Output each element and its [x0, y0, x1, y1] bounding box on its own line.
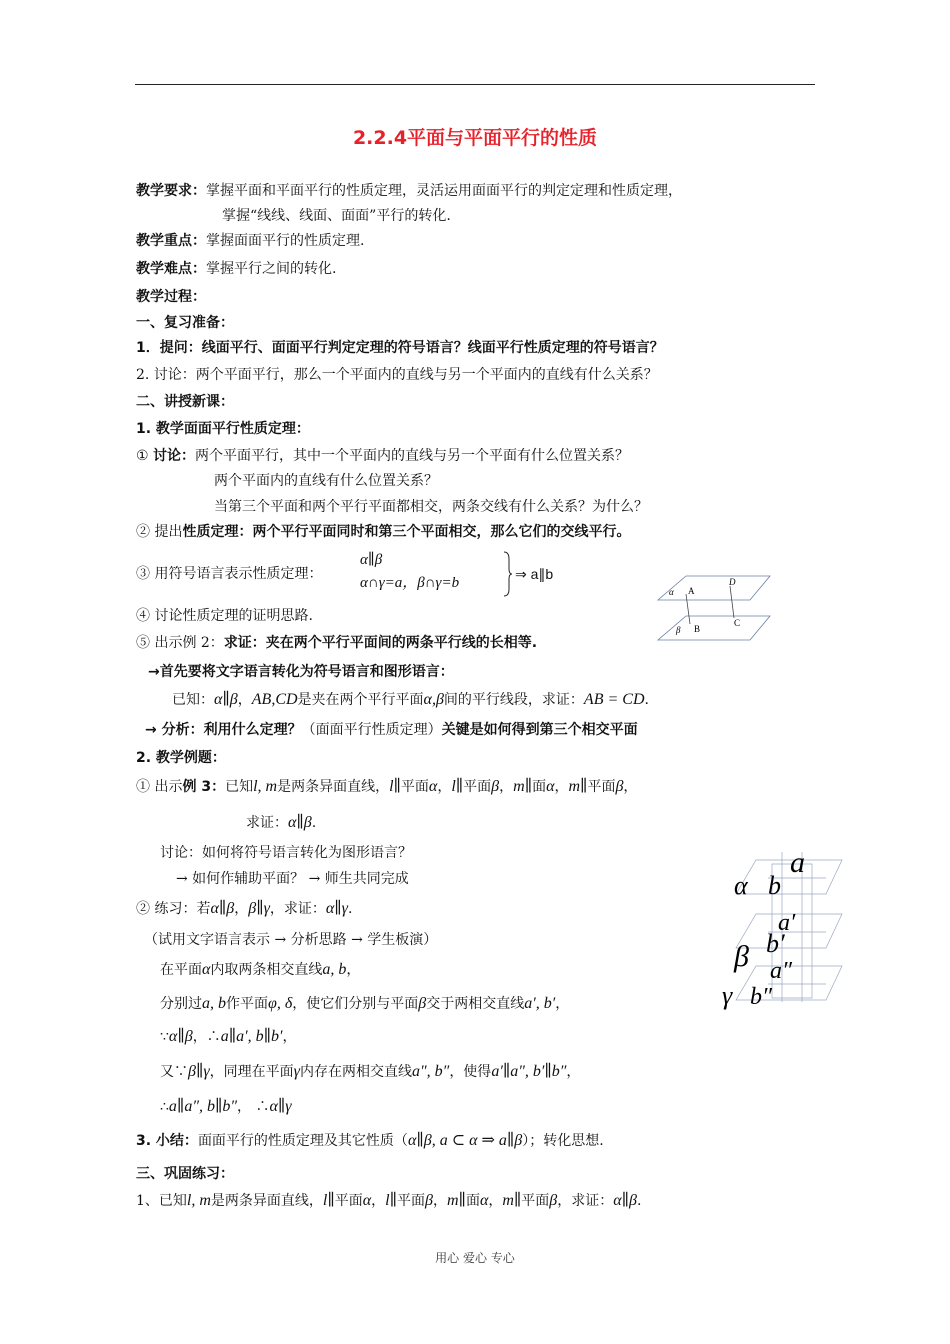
- p2-text4: 交于两相交直线: [426, 996, 525, 1012]
- p1-end: ，: [346, 962, 361, 978]
- review-question-1: 1．提问：线面平行、面面平行判定定理的符号语言？线面平行性质定理的符号语言？: [136, 340, 664, 356]
- example-2: [136, 633, 537, 653]
- arrow-step-1: →首先要将文字语言转化为符号语言和图形语言：: [148, 664, 454, 680]
- ex3-m4: l∥: [451, 778, 464, 795]
- ex-m7: α: [479, 1192, 489, 1209]
- segment-ab: [686, 594, 690, 624]
- known-statement: [172, 690, 649, 710]
- ex3-text2: 是两条异面直线，: [277, 779, 390, 795]
- label-A: A: [688, 586, 695, 596]
- p4-m1: β∥γ: [188, 1063, 210, 1080]
- ex3-m9: β: [615, 778, 624, 795]
- req-label: 教学要求：: [136, 183, 206, 199]
- ex-text6: 平面: [521, 1193, 550, 1209]
- label-C: C: [734, 618, 741, 628]
- label-b: b: [768, 871, 781, 900]
- section3-heading: 三、巩固练习：: [136, 1166, 234, 1182]
- ex3-text3: 平面: [400, 779, 429, 795]
- discussion-2: 讨论：如何将符号语言转化为图形语言？: [160, 845, 412, 861]
- arrow-analysis: [145, 720, 638, 740]
- symbolic-result: ⇒ a∥b: [515, 566, 554, 582]
- prac-end: .: [347, 901, 353, 917]
- practice: [136, 899, 352, 919]
- discussion-2-arrows: → 如何作辅助平面？ → 师生共同完成: [176, 871, 409, 887]
- section2-heading: 二、讲授新课：: [136, 394, 234, 410]
- page-title: 2.2.4平面与平面平行的性质: [352, 127, 598, 149]
- label-a-double-prime: a″: [770, 958, 792, 984]
- p2-m3: β: [418, 995, 427, 1012]
- p5-text: ∴: [160, 1099, 169, 1115]
- example-3: [136, 777, 637, 797]
- ex-m1: l, m: [186, 1192, 211, 1209]
- ex-text5: 面: [465, 1193, 480, 1209]
- ex3-comma3: ，: [554, 779, 569, 795]
- sum-bold: 3. 小结：: [136, 1133, 198, 1149]
- proof-step-4: [160, 1062, 580, 1082]
- p2-text3: ，使它们分别与平面: [292, 996, 419, 1012]
- plane-beta: [658, 616, 770, 640]
- key-label: 教学重点：: [136, 233, 206, 249]
- p5-text2: ， ∴: [237, 1099, 270, 1115]
- label-beta2: β: [734, 940, 749, 973]
- known-m3: α,β: [423, 691, 444, 708]
- theorem-statement: [136, 522, 630, 542]
- plane-alpha: [658, 576, 770, 600]
- proof-step-1: [160, 960, 360, 980]
- ex-m4: l∥: [385, 1192, 398, 1209]
- prac-m1: α∥β: [210, 900, 235, 917]
- ex3-prove-end: .: [311, 815, 317, 831]
- label-gamma2: γ: [722, 981, 733, 1010]
- p4-m2: γ: [293, 1063, 300, 1080]
- prac-m3: α∥γ: [325, 900, 348, 917]
- known-text: 是夹在两个平行平面: [297, 692, 424, 708]
- req-line2: 掌握“线线、线面、面面”平行的转化.: [222, 208, 451, 224]
- ex3-m1: l, m: [253, 778, 278, 795]
- d2-text: ② 提出: [136, 524, 183, 540]
- ex3-m8: m∥: [568, 778, 588, 795]
- d5-text: ⑤ 出示例 2：: [136, 635, 224, 651]
- review-question-2: 2. 讨论：两个平面平行，那么一个平面内的直线与另一个平面内的直线有什么关系？: [136, 367, 658, 383]
- ex-m2: l∥: [322, 1192, 335, 1209]
- symbolic-theorem: ③ 用符号语言表示性质定理：: [136, 566, 323, 582]
- summary: [136, 1131, 604, 1151]
- label-B: B: [694, 624, 701, 634]
- ex-text: 1、已知: [136, 1193, 187, 1209]
- ex-text7: ，求证：: [557, 1193, 614, 1209]
- teaching-difficulty: [136, 259, 336, 279]
- p1-text: 在平面: [160, 962, 202, 978]
- ex-c2: ，: [432, 1193, 447, 1209]
- p3-m2: a∥a′, b∥b′: [220, 1028, 283, 1045]
- p1-m1: α: [202, 961, 211, 978]
- ex-m9: β: [549, 1192, 558, 1209]
- ex3-text: 已知: [225, 779, 254, 795]
- ex3-m5: β: [491, 778, 500, 795]
- diff-label: 教学难点：: [136, 261, 206, 277]
- known-m2: AB,CD: [251, 691, 298, 708]
- p5-m2: α∥γ: [269, 1098, 292, 1115]
- proof-idea: ④ 讨论性质定理的证明思路.: [136, 608, 313, 624]
- ex-c1: ，: [371, 1193, 386, 1209]
- ex3-comma2: ，: [499, 779, 514, 795]
- ex3-text6: 平面: [587, 779, 616, 795]
- d1-text: 两个平面平行，其中一个平面内的直线与另一个平面有什么位置关系？: [195, 448, 630, 464]
- arrow2-bold2: 关键是如何得到第三个相交平面: [441, 722, 638, 738]
- known-m1: α∥β: [214, 691, 238, 708]
- p4-text3: 内存在两相交直线: [299, 1064, 412, 1080]
- p4-m3: a″, b″: [411, 1063, 450, 1080]
- p3-end: ，: [282, 1029, 297, 1045]
- ex-end: .: [637, 1193, 642, 1209]
- p2-m1: a, b: [202, 995, 226, 1012]
- label-D: D: [729, 577, 736, 587]
- prac-m2: β∥γ: [248, 900, 270, 917]
- header-rule: [135, 84, 815, 85]
- p4-text4: ，使得: [449, 1064, 492, 1080]
- p4-text: 又∵: [160, 1064, 188, 1080]
- symbolic-line2: α∩γ=a，β∩γ=b: [360, 575, 460, 591]
- d1-label: 讨论：: [153, 448, 196, 464]
- parallel-planes-figure: [656, 572, 776, 644]
- plane-alpha-outline: [736, 860, 842, 894]
- ex3-m6: m∥: [513, 778, 533, 795]
- ex3-bold: 例 3：: [182, 779, 226, 795]
- right-brace: [503, 551, 513, 597]
- p3-text2: ，∴: [192, 1029, 221, 1045]
- three-planes-figure: [722, 848, 846, 1010]
- d5-bold: 求证：夹在两个平行平面间的两条平行线的长相等.: [223, 635, 538, 651]
- label-b-double-prime: b″: [750, 984, 772, 1010]
- teaching-requirement: [136, 181, 682, 201]
- segment-cd: [730, 586, 734, 618]
- example-3-prove: [246, 813, 316, 833]
- ex3-text5: 面: [532, 779, 547, 795]
- prac-text: ，求证：: [269, 901, 326, 917]
- p3-text: ∵: [160, 1029, 169, 1045]
- prac-c: ，: [234, 901, 249, 917]
- arrow2-normal: （面面平行性质定理）: [301, 722, 442, 738]
- proof-step-2: [160, 994, 569, 1014]
- ex3-m3: α: [428, 778, 438, 795]
- practice-note: （试用文字语言表示 → 分析思路 → 学生板演）: [144, 932, 438, 948]
- ex-m6: m∥: [446, 1192, 466, 1209]
- ex3-m2: l∥: [389, 778, 401, 795]
- label-b-prime: b′: [766, 929, 785, 958]
- symbolic-line1: α∥β: [360, 552, 383, 568]
- ex3-prove-m: α∥β: [288, 814, 312, 831]
- p4-m4: a′∥a″, b′∥b″: [491, 1063, 567, 1080]
- label-alpha: α: [669, 587, 674, 597]
- discussion-1-line3: 当第三个平面和两个平行平面都相交，两条交线有什么关系？为什么？: [214, 499, 648, 515]
- p2-m2: φ, δ: [268, 995, 293, 1012]
- ex-text3: 平面: [334, 1193, 363, 1209]
- sum-text: 面面平行的性质定理及其它性质（: [197, 1133, 408, 1149]
- prac-pre: ② 练习：若: [136, 901, 211, 917]
- p3-m1: α∥β: [168, 1028, 193, 1045]
- ex3-m7: α: [546, 778, 555, 795]
- ex3-comma: ，: [437, 779, 452, 795]
- ex3-text4: 平面: [463, 779, 492, 795]
- proof-step-3: [160, 1027, 296, 1047]
- p1-m2: a, b: [322, 961, 347, 978]
- subsection-1: 1. 教学面面平行性质定理：: [136, 421, 310, 437]
- key-text: 掌握面面平行的性质定理.: [206, 233, 365, 249]
- label-a: a: [790, 848, 805, 879]
- p2-text: 分别过: [160, 996, 202, 1012]
- diff-text: 掌握平行之间的转化.: [206, 261, 337, 277]
- discussion-1-line2: 两个平面内的直线有什么位置关系？: [214, 473, 438, 489]
- process-label: 教学过程：: [136, 289, 206, 305]
- known-end: .: [644, 692, 649, 708]
- req-line1: 掌握平面和平面平行的性质定理，灵活运用面面平行的判定定理和性质定理，: [206, 183, 682, 199]
- p5-m1: a∥a″, b∥b″: [168, 1098, 238, 1115]
- d1-num: ①: [136, 448, 154, 464]
- p4-end: ，: [566, 1064, 581, 1080]
- subsection-2: 2. 教学例题：: [136, 750, 226, 766]
- p4-text2: ，同理在平面: [209, 1064, 294, 1080]
- ex-c3: ，: [488, 1193, 503, 1209]
- known-m4: AB = CD: [583, 691, 645, 708]
- discussion-1: [136, 446, 629, 466]
- sum-m: α∥β, a ⊂ α ⇒ a∥β: [407, 1132, 523, 1149]
- ex3-end: ，: [623, 779, 638, 795]
- ex-m5: β: [425, 1192, 433, 1209]
- ex3-pre: ① 出示: [136, 779, 183, 795]
- teaching-key: [136, 231, 364, 251]
- known-pre: 已知：: [172, 692, 214, 708]
- page-footer: 用心 爱心 专心: [435, 1251, 515, 1265]
- arrow2-bold: → 分析：利用什么定理？: [145, 722, 302, 738]
- label-beta: β: [676, 625, 681, 635]
- p2-end: ，: [555, 996, 570, 1012]
- section1-heading: 一、复习准备：: [136, 315, 234, 331]
- p1-text2: 内取两条相交直线: [210, 962, 323, 978]
- proof-step-5: [160, 1097, 292, 1117]
- sum-text2: ）；转化思想.: [522, 1133, 604, 1149]
- p2-m4: a′, b′: [524, 995, 556, 1012]
- ex-m10: α∥β: [613, 1192, 638, 1209]
- ex-m3: α: [362, 1192, 372, 1209]
- exercise-1: [136, 1191, 641, 1211]
- known-mid: ，: [237, 692, 252, 708]
- known-text2: 间的平行线段，求证：: [443, 692, 584, 708]
- p2-text2: 作平面: [226, 996, 268, 1012]
- ex-text4: 平面: [397, 1193, 426, 1209]
- ex3-prove: 求证：: [246, 815, 288, 831]
- label-a-prime: a′: [778, 910, 796, 936]
- ex-text2: 是两条异面直线，: [210, 1193, 323, 1209]
- d2-bold: 性质定理：两个平行平面同时和第三个平面相交，那么它们的交线平行。: [182, 524, 631, 540]
- ex-m8: m∥: [502, 1192, 522, 1209]
- label-alpha2: α: [734, 871, 748, 900]
